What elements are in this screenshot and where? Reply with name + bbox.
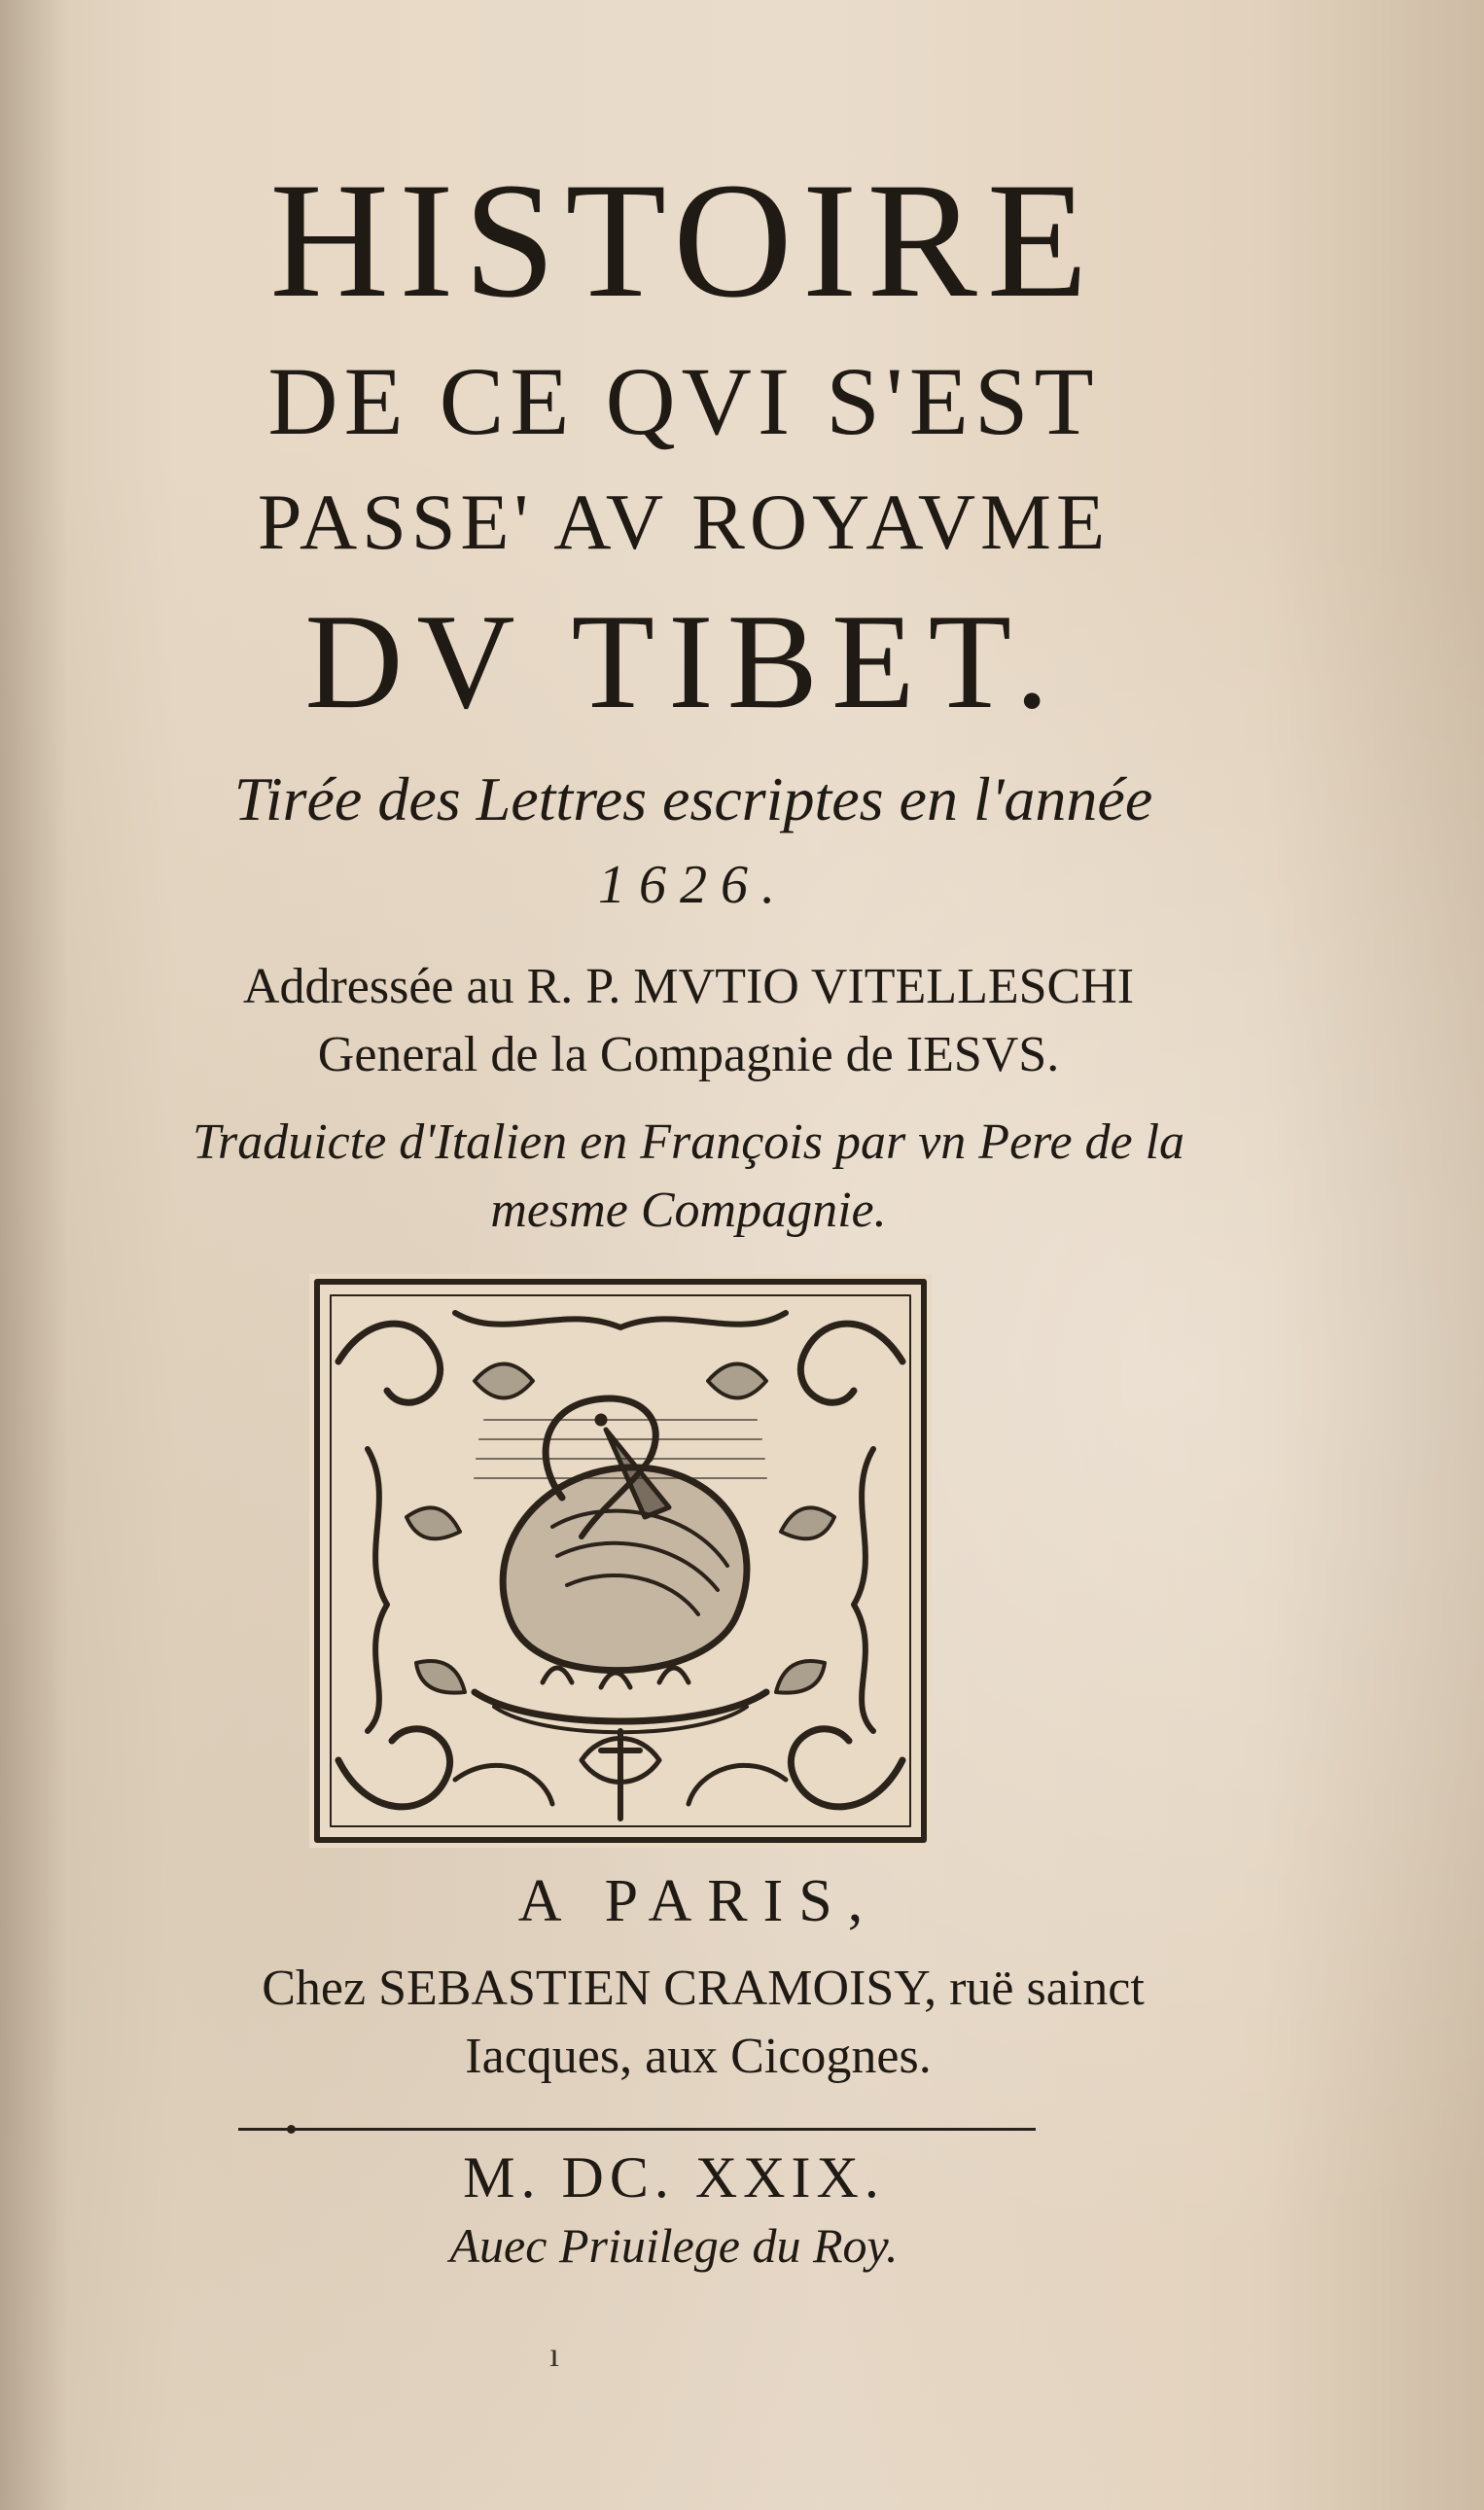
divider-rule: [238, 2128, 1036, 2131]
title-line-1: HISTOIRE: [269, 149, 1098, 332]
translation-line-1: Traduicte d'Italien en François par vn Pere de la: [192, 1114, 1185, 1170]
rule-dot: [287, 2125, 296, 2134]
title-line-2: DE CE QVI S'EST: [267, 347, 1100, 455]
publisher-line-1: Chez SEBASTIEN CRAMOISY, ruë sainct: [262, 1961, 1145, 2016]
imprint-city: A PARIS,: [517, 1868, 879, 1934]
title-line-4: DV TIBET.: [304, 586, 1063, 737]
pelican-woodcut-icon: [309, 1274, 932, 1848]
signature-mark: ı: [549, 2335, 560, 2374]
title-line-3: PASSE' AV ROYAVME: [257, 477, 1111, 566]
subtitle-line-1: Tirée des Lettres escriptes en l'année: [233, 764, 1153, 833]
address-line-1: Addressée au R. P. MVTIO VITELLESCHI: [242, 959, 1135, 1014]
publisher-line-2: Iacques, aux Cicognes.: [465, 2029, 932, 2084]
privilege-line: Auec Priuilege du Roy.: [449, 2218, 899, 2273]
subtitle-year: 1626.: [598, 855, 789, 915]
translation-line-2: mesme Compagnie.: [490, 1183, 887, 1238]
publication-year: M. DC. XXIX.: [463, 2145, 885, 2210]
address-line-2: General de la Compagnie de IESVS.: [317, 1027, 1060, 1082]
